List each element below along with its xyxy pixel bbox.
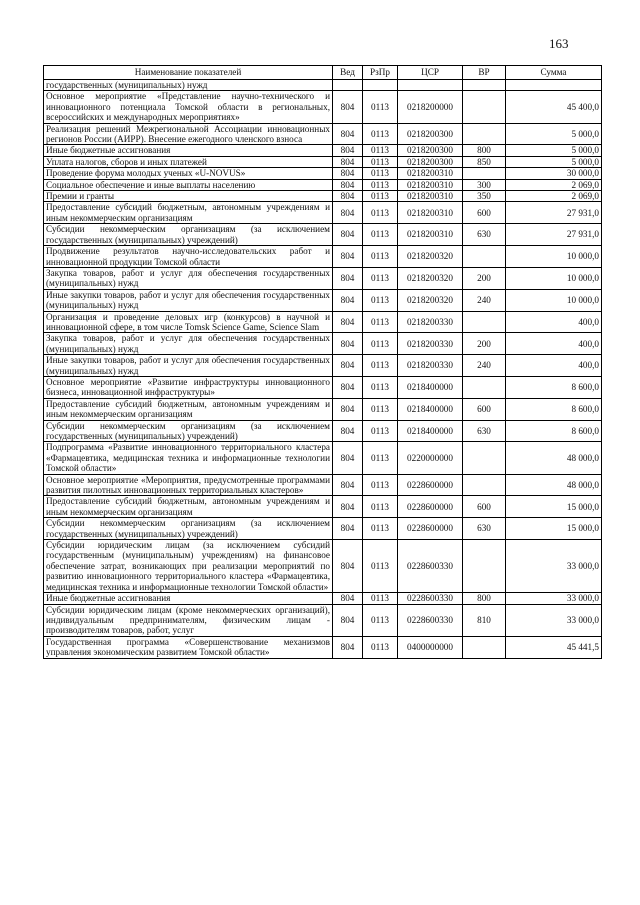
cell-rzpr: 0113	[363, 540, 398, 593]
cell-ved: 804	[333, 156, 363, 167]
cell-ved: 804	[333, 289, 363, 311]
cell-ved: 804	[333, 91, 363, 123]
cell-ved: 804	[333, 191, 363, 202]
cell-sum: 48 000,0	[506, 474, 602, 496]
cell-sum: 30 000,0	[506, 168, 602, 179]
cell-rzpr: 0113	[363, 636, 398, 658]
cell-sum: 10 000,0	[506, 246, 602, 268]
col-header-sum: Сумма	[506, 66, 602, 80]
col-header-vr: ВР	[463, 66, 506, 80]
table-row	[44, 123, 602, 145]
cell-vr	[463, 376, 506, 398]
table-row	[44, 91, 602, 123]
cell-ved: 804	[333, 179, 363, 190]
cell-ved: 804	[333, 246, 363, 268]
cell-vr: 600	[463, 496, 506, 518]
cell-csr: 0218400000	[398, 376, 463, 398]
budget-table	[43, 65, 602, 659]
cell-vr: 240	[463, 289, 506, 311]
cell-vr: 850	[463, 156, 506, 167]
cell-vr: 200	[463, 267, 506, 289]
cell-name: Продвижение результатов научно-исследовательских работ и инновационной продукции Томской области	[44, 246, 333, 268]
cell-rzpr: 0113	[363, 398, 398, 420]
col-header-csr: ЦСР	[398, 66, 463, 80]
cell-name: Субсидии некоммерческим организациям (за исключением государственных (муниципальных) учреждений)	[44, 518, 333, 540]
cell-csr: 0218200330	[398, 311, 463, 333]
cell-rzpr: 0113	[363, 145, 398, 156]
cell-csr: 0218400000	[398, 420, 463, 442]
cell-name: Основное мероприятие «Представление научно-технического и инновационного потенциала Томской области в региональных, всероссийских и международных мероприятиях»	[44, 91, 333, 123]
cell-ved: 804	[333, 333, 363, 355]
cell-csr: 0218200300	[398, 145, 463, 156]
cell-csr: 0218200330	[398, 333, 463, 355]
cell-ved: 804	[333, 224, 363, 246]
cell-rzpr: 0113	[363, 311, 398, 333]
table-row	[44, 168, 602, 179]
cell-name: Субсидии юридическим лицам (кроме некоммерческих организаций), индивидуальным предпринимателям, физическим лицам - производителям товаров, работ, услуг	[44, 604, 333, 636]
cell-sum: 45 400,0	[506, 91, 602, 123]
cell-csr: 0218200310	[398, 168, 463, 179]
cell-rzpr: 0113	[363, 168, 398, 179]
cell-csr: 0400000000	[398, 636, 463, 658]
table-row	[44, 156, 602, 167]
table-row	[44, 398, 602, 420]
cell-ved: 804	[333, 123, 363, 145]
cell-vr: 300	[463, 179, 506, 190]
cell-rzpr: 0113	[363, 442, 398, 474]
cell-rzpr: 0113	[363, 420, 398, 442]
table-row	[44, 267, 602, 289]
cell-sum: 15 000,0	[506, 496, 602, 518]
cell-vr: 600	[463, 398, 506, 420]
cell-rzpr: 0113	[363, 179, 398, 190]
cell-name: Субсидии некоммерческим организациям (за исключением государственных (муниципальных) учреждений)	[44, 224, 333, 246]
cell-csr: 0218400000	[398, 398, 463, 420]
table-row	[44, 179, 602, 190]
cell-vr	[463, 474, 506, 496]
table-row	[44, 246, 602, 268]
cell-ved: 804	[333, 168, 363, 179]
cell-sum: 8 600,0	[506, 420, 602, 442]
cell-csr: 0218200320	[398, 289, 463, 311]
cell-rzpr	[363, 80, 398, 91]
cell-vr: 800	[463, 145, 506, 156]
cell-sum: 5 000,0	[506, 156, 602, 167]
cell-name: Иные закупки товаров, работ и услуг для обеспечения государственных (муниципальных) нужд	[44, 355, 333, 377]
cell-csr: 0228600330	[398, 593, 463, 604]
cell-csr: 0220000000	[398, 442, 463, 474]
cell-csr: 0218200310	[398, 179, 463, 190]
cell-vr: 350	[463, 191, 506, 202]
cell-rzpr: 0113	[363, 123, 398, 145]
cell-rzpr: 0113	[363, 355, 398, 377]
cell-name: Закупка товаров, работ и услуг для обеспечения государственных (муниципальных) нужд	[44, 333, 333, 355]
cell-sum: 8 600,0	[506, 398, 602, 420]
table-row	[44, 202, 602, 224]
cell-sum: 5 000,0	[506, 123, 602, 145]
col-header-name: Наименование показателей	[44, 66, 333, 80]
table-row	[44, 80, 602, 91]
cell-csr: 0228600000	[398, 496, 463, 518]
cell-name: Основное мероприятие «Развитие инфраструктуры инновационного бизнеса, инновационной инфраструктуры»	[44, 376, 333, 398]
cell-rzpr: 0113	[363, 333, 398, 355]
cell-vr: 200	[463, 333, 506, 355]
cell-sum	[506, 80, 602, 91]
cell-rzpr: 0113	[363, 496, 398, 518]
cell-ved: 804	[333, 145, 363, 156]
cell-name: Предоставление субсидий бюджетным, автономным учреждениям и иным некоммерческим организациям	[44, 202, 333, 224]
cell-name: Социальное обеспечение и иные выплаты населению	[44, 179, 333, 190]
cell-rzpr: 0113	[363, 593, 398, 604]
table-row	[44, 355, 602, 377]
cell-name: Уплата налогов, сборов и иных платежей	[44, 156, 333, 167]
cell-csr: 0218200330	[398, 355, 463, 377]
cell-vr: 630	[463, 224, 506, 246]
cell-rzpr: 0113	[363, 224, 398, 246]
cell-sum: 10 000,0	[506, 289, 602, 311]
cell-name: Закупка товаров, работ и услуг для обеспечения государственных (муниципальных) нужд	[44, 267, 333, 289]
cell-csr: 0218200310	[398, 191, 463, 202]
cell-vr	[463, 80, 506, 91]
cell-ved	[333, 80, 363, 91]
cell-name: Иные закупки товаров, работ и услуг для обеспечения государственных (муниципальных) нужд	[44, 289, 333, 311]
col-header-rzpr: РзПр	[363, 66, 398, 80]
cell-vr: 240	[463, 355, 506, 377]
table-row	[44, 518, 602, 540]
cell-sum: 15 000,0	[506, 518, 602, 540]
cell-name: государственных (муниципальных) нужд	[44, 80, 333, 91]
cell-csr: 0228600000	[398, 474, 463, 496]
cell-ved: 804	[333, 604, 363, 636]
cell-name: Государственная программа «Совершенствование механизмов управления экономическим развитием Томской области»	[44, 636, 333, 658]
cell-rzpr: 0113	[363, 246, 398, 268]
table-row	[44, 289, 602, 311]
cell-vr	[463, 540, 506, 593]
cell-name: Реализация решений Межрегиональной Ассоциации инновационных регионов России (АИРР). Внесение ежегодного членского взноса	[44, 123, 333, 145]
cell-vr	[463, 168, 506, 179]
cell-name: Организация и проведение деловых игр (конкурсов) в научной и инновационной сфере, в том числе Tomsk Science Game, Science Slam	[44, 311, 333, 333]
cell-name: Основное мероприятие «Мероприятия, предусмотренные программами развития пилотных инновационных территориальных кластеров»	[44, 474, 333, 496]
cell-vr: 630	[463, 420, 506, 442]
table-row	[44, 496, 602, 518]
cell-name: Субсидии юридическим лицам (за исключением субсидий государственным (муниципальным) учреждениям) на финансовое обеспечение затрат, возникающих при реализации мероприятий по развитию инновационного территориального кластера «Фармацевтика, медицинская техника и информационные технологии Томской области»	[44, 540, 333, 593]
cell-vr	[463, 636, 506, 658]
cell-csr: 0218200310	[398, 224, 463, 246]
cell-rzpr: 0113	[363, 289, 398, 311]
cell-csr: 0218200310	[398, 202, 463, 224]
cell-ved: 804	[333, 202, 363, 224]
table-row	[44, 376, 602, 398]
cell-sum: 33 000,0	[506, 540, 602, 593]
cell-sum: 2 069,0	[506, 179, 602, 190]
cell-sum: 5 000,0	[506, 145, 602, 156]
cell-ved: 804	[333, 540, 363, 593]
cell-csr: 0228600330	[398, 540, 463, 593]
cell-ved: 804	[333, 636, 363, 658]
table-row	[44, 604, 602, 636]
cell-vr: 800	[463, 593, 506, 604]
cell-vr: 810	[463, 604, 506, 636]
cell-rzpr: 0113	[363, 474, 398, 496]
col-header-ved: Вед	[333, 66, 363, 80]
cell-name: Премии и гранты	[44, 191, 333, 202]
cell-ved: 804	[333, 518, 363, 540]
table-row	[44, 420, 602, 442]
cell-vr	[463, 91, 506, 123]
cell-rzpr: 0113	[363, 191, 398, 202]
cell-name: Иные бюджетные ассигнования	[44, 145, 333, 156]
cell-ved: 804	[333, 355, 363, 377]
cell-name: Субсидии некоммерческим организациям (за исключением государственных (муниципальных) учреждений)	[44, 420, 333, 442]
cell-rzpr: 0113	[363, 91, 398, 123]
cell-ved: 804	[333, 593, 363, 604]
cell-sum: 27 931,0	[506, 202, 602, 224]
cell-ved: 804	[333, 474, 363, 496]
page-number: 163	[549, 36, 569, 51]
cell-ved: 804	[333, 267, 363, 289]
table-row	[44, 474, 602, 496]
cell-name: Подпрограмма «Развитие инновационного территориального кластера «Фармацевтика, медицинская техника и информационные технологии Томской области»	[44, 442, 333, 474]
cell-rzpr: 0113	[363, 518, 398, 540]
cell-sum: 48 000,0	[506, 442, 602, 474]
table-row	[44, 593, 602, 604]
cell-sum: 10 000,0	[506, 267, 602, 289]
cell-sum: 33 000,0	[506, 593, 602, 604]
cell-vr	[463, 246, 506, 268]
cell-vr: 630	[463, 518, 506, 540]
table-row	[44, 311, 602, 333]
cell-ved: 804	[333, 442, 363, 474]
cell-csr	[398, 80, 463, 91]
cell-rzpr: 0113	[363, 202, 398, 224]
cell-vr	[463, 311, 506, 333]
cell-csr: 0218200000	[398, 91, 463, 123]
cell-sum: 27 931,0	[506, 224, 602, 246]
table-header-row	[44, 66, 602, 80]
cell-sum: 400,0	[506, 333, 602, 355]
table-row	[44, 540, 602, 593]
cell-sum: 400,0	[506, 355, 602, 377]
cell-csr: 0228600000	[398, 518, 463, 540]
cell-sum: 8 600,0	[506, 376, 602, 398]
table-row	[44, 442, 602, 474]
table-row	[44, 333, 602, 355]
cell-ved: 804	[333, 376, 363, 398]
cell-vr	[463, 123, 506, 145]
cell-csr: 0218200300	[398, 156, 463, 167]
cell-csr: 0218200320	[398, 267, 463, 289]
cell-ved: 804	[333, 496, 363, 518]
cell-ved: 804	[333, 398, 363, 420]
table-row	[44, 224, 602, 246]
cell-name: Предоставление субсидий бюджетным, автономным учреждениям и иным некоммерческим организациям	[44, 496, 333, 518]
cell-rzpr: 0113	[363, 604, 398, 636]
table-row	[44, 191, 602, 202]
cell-name: Проведение форума молодых ученых «U-NOVUS»	[44, 168, 333, 179]
cell-sum: 400,0	[506, 311, 602, 333]
cell-rzpr: 0113	[363, 376, 398, 398]
cell-vr	[463, 442, 506, 474]
cell-sum: 33 000,0	[506, 604, 602, 636]
cell-csr: 0228600330	[398, 604, 463, 636]
cell-ved: 804	[333, 311, 363, 333]
table-row	[44, 636, 602, 658]
cell-csr: 0218200320	[398, 246, 463, 268]
cell-rzpr: 0113	[363, 267, 398, 289]
cell-csr: 0218200300	[398, 123, 463, 145]
cell-vr: 600	[463, 202, 506, 224]
cell-name: Иные бюджетные ассигнования	[44, 593, 333, 604]
cell-rzpr: 0113	[363, 156, 398, 167]
table-row	[44, 145, 602, 156]
cell-ved: 804	[333, 420, 363, 442]
cell-name: Предоставление субсидий бюджетным, автономным учреждениям и иным некоммерческим организациям	[44, 398, 333, 420]
cell-sum: 2 069,0	[506, 191, 602, 202]
cell-sum: 45 441,5	[506, 636, 602, 658]
